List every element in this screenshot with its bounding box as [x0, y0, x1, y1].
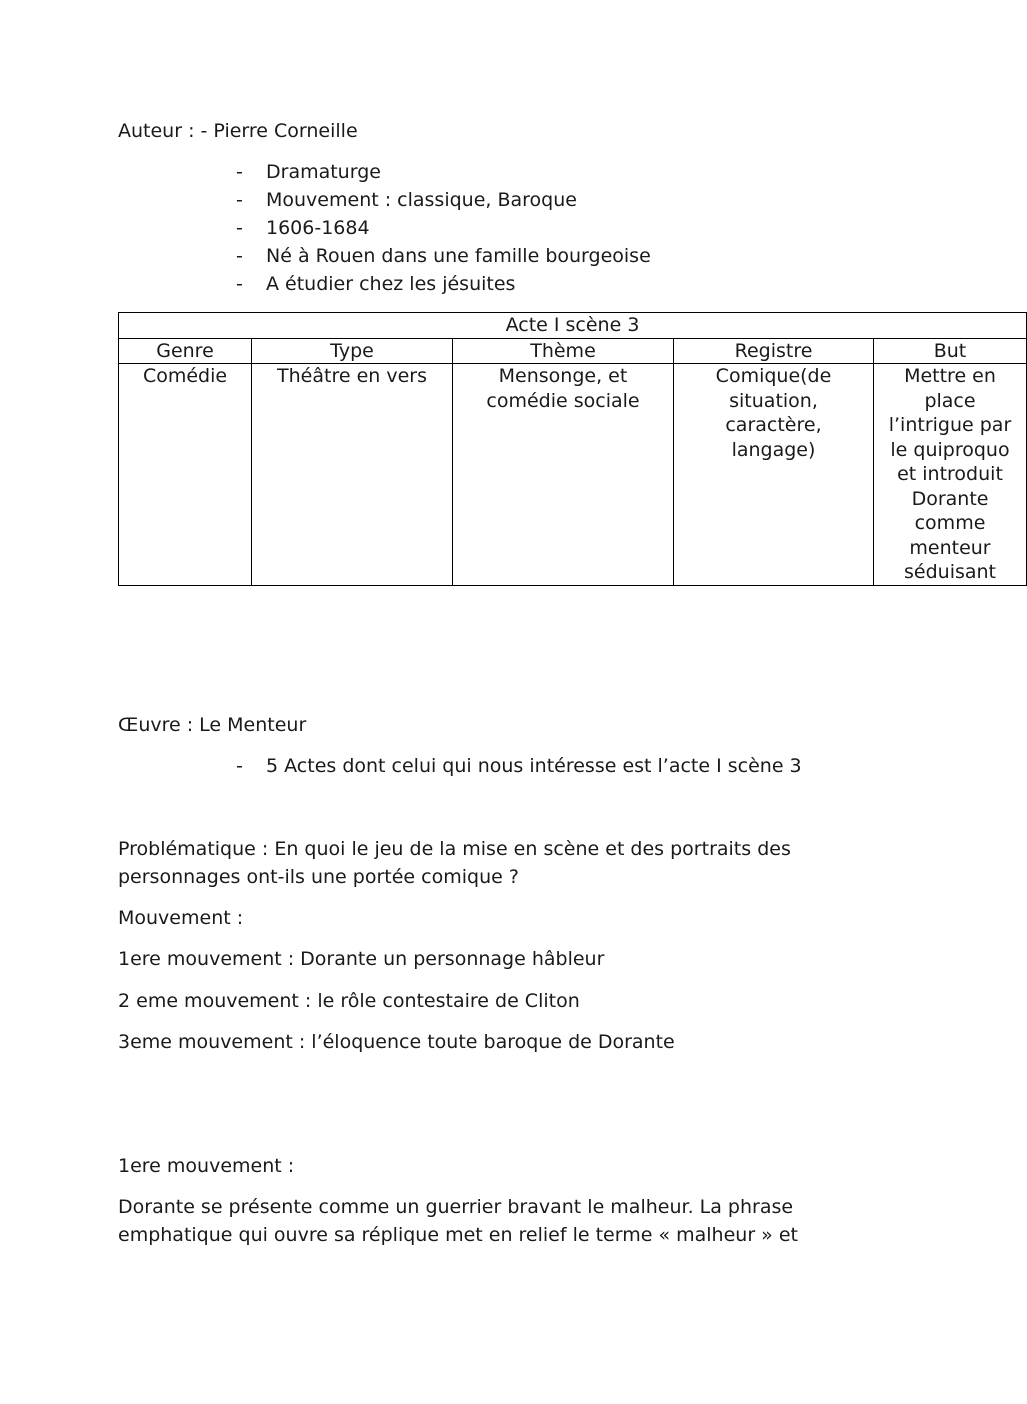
table-header-genre: Genre: [119, 338, 252, 364]
auteur-item-3: [236, 214, 370, 242]
bullet-dash: -: [236, 273, 243, 295]
bullet-dash: -: [236, 755, 243, 777]
bullet-dash: -: [236, 161, 243, 183]
table-title: Acte I scène 3: [119, 313, 1027, 339]
table-header-theme: Thème: [453, 338, 674, 364]
oeuvre-item-1: [236, 752, 802, 780]
table-cell-type: Théâtre en vers: [252, 364, 453, 586]
mouvement-2: 2 eme mouvement : le rôle contestaire de Cliton: [118, 990, 580, 1012]
auteur-item-text: A étudier chez les jésuites: [266, 273, 516, 295]
oeuvre-item-text: 5 Actes dont celui qui nous intéresse est l’acte I scène 3: [266, 755, 802, 777]
auteur-item-text: 1606-1684: [266, 217, 370, 239]
problematique: Problématique : En quoi le jeu de la mise en scène et des portraits des personnages ont-ils une portée comique ?: [118, 838, 791, 888]
table-header-type: Type: [252, 338, 453, 364]
table-header-registre: Registre: [674, 338, 874, 364]
auteur-item-4: [236, 242, 651, 270]
auteur-item-5: [236, 270, 515, 298]
table-cell-registre: Comique(de situation, caractère, langage): [674, 364, 874, 586]
section2-heading: 1ere mouvement :: [118, 1155, 295, 1177]
mouvement-label: Mouvement :: [118, 907, 244, 929]
mouvement-1: 1ere mouvement : Dorante un personnage hâbleur: [118, 948, 605, 970]
auteur-item-2: [236, 186, 577, 214]
table-cell-genre: Comédie: [119, 364, 252, 586]
auteur-item-text: Né à Rouen dans une famille bourgeoise: [266, 245, 651, 267]
section2-text: Dorante se présente comme un guerrier bravant le malheur. La phrase emphatique qui ouvre sa réplique met en relief le terme « malheur » et: [118, 1196, 798, 1246]
oeuvre-line: Œuvre : Le Menteur: [118, 714, 307, 736]
bullet-dash: -: [236, 217, 243, 239]
mouvement-3: 3eme mouvement : l’éloquence toute baroque de Dorante: [118, 1031, 675, 1053]
table-cell-theme: Mensonge, et comédie sociale: [453, 364, 674, 586]
table-header-but: But: [874, 338, 1027, 364]
table-cell-but: Mettre en place l’intrigue par le quiproquo et introduit Dorante comme menteur séduisant: [874, 364, 1027, 586]
auteur-item-1: [236, 158, 381, 186]
auteur-item-text: Mouvement : classique, Baroque: [266, 189, 577, 211]
auteur-line: Auteur : - Pierre Corneille: [118, 120, 358, 142]
bullet-dash: -: [236, 189, 243, 211]
bullet-dash: -: [236, 245, 243, 267]
auteur-item-text: Dramaturge: [266, 161, 381, 183]
acte-table: [118, 312, 1027, 586]
